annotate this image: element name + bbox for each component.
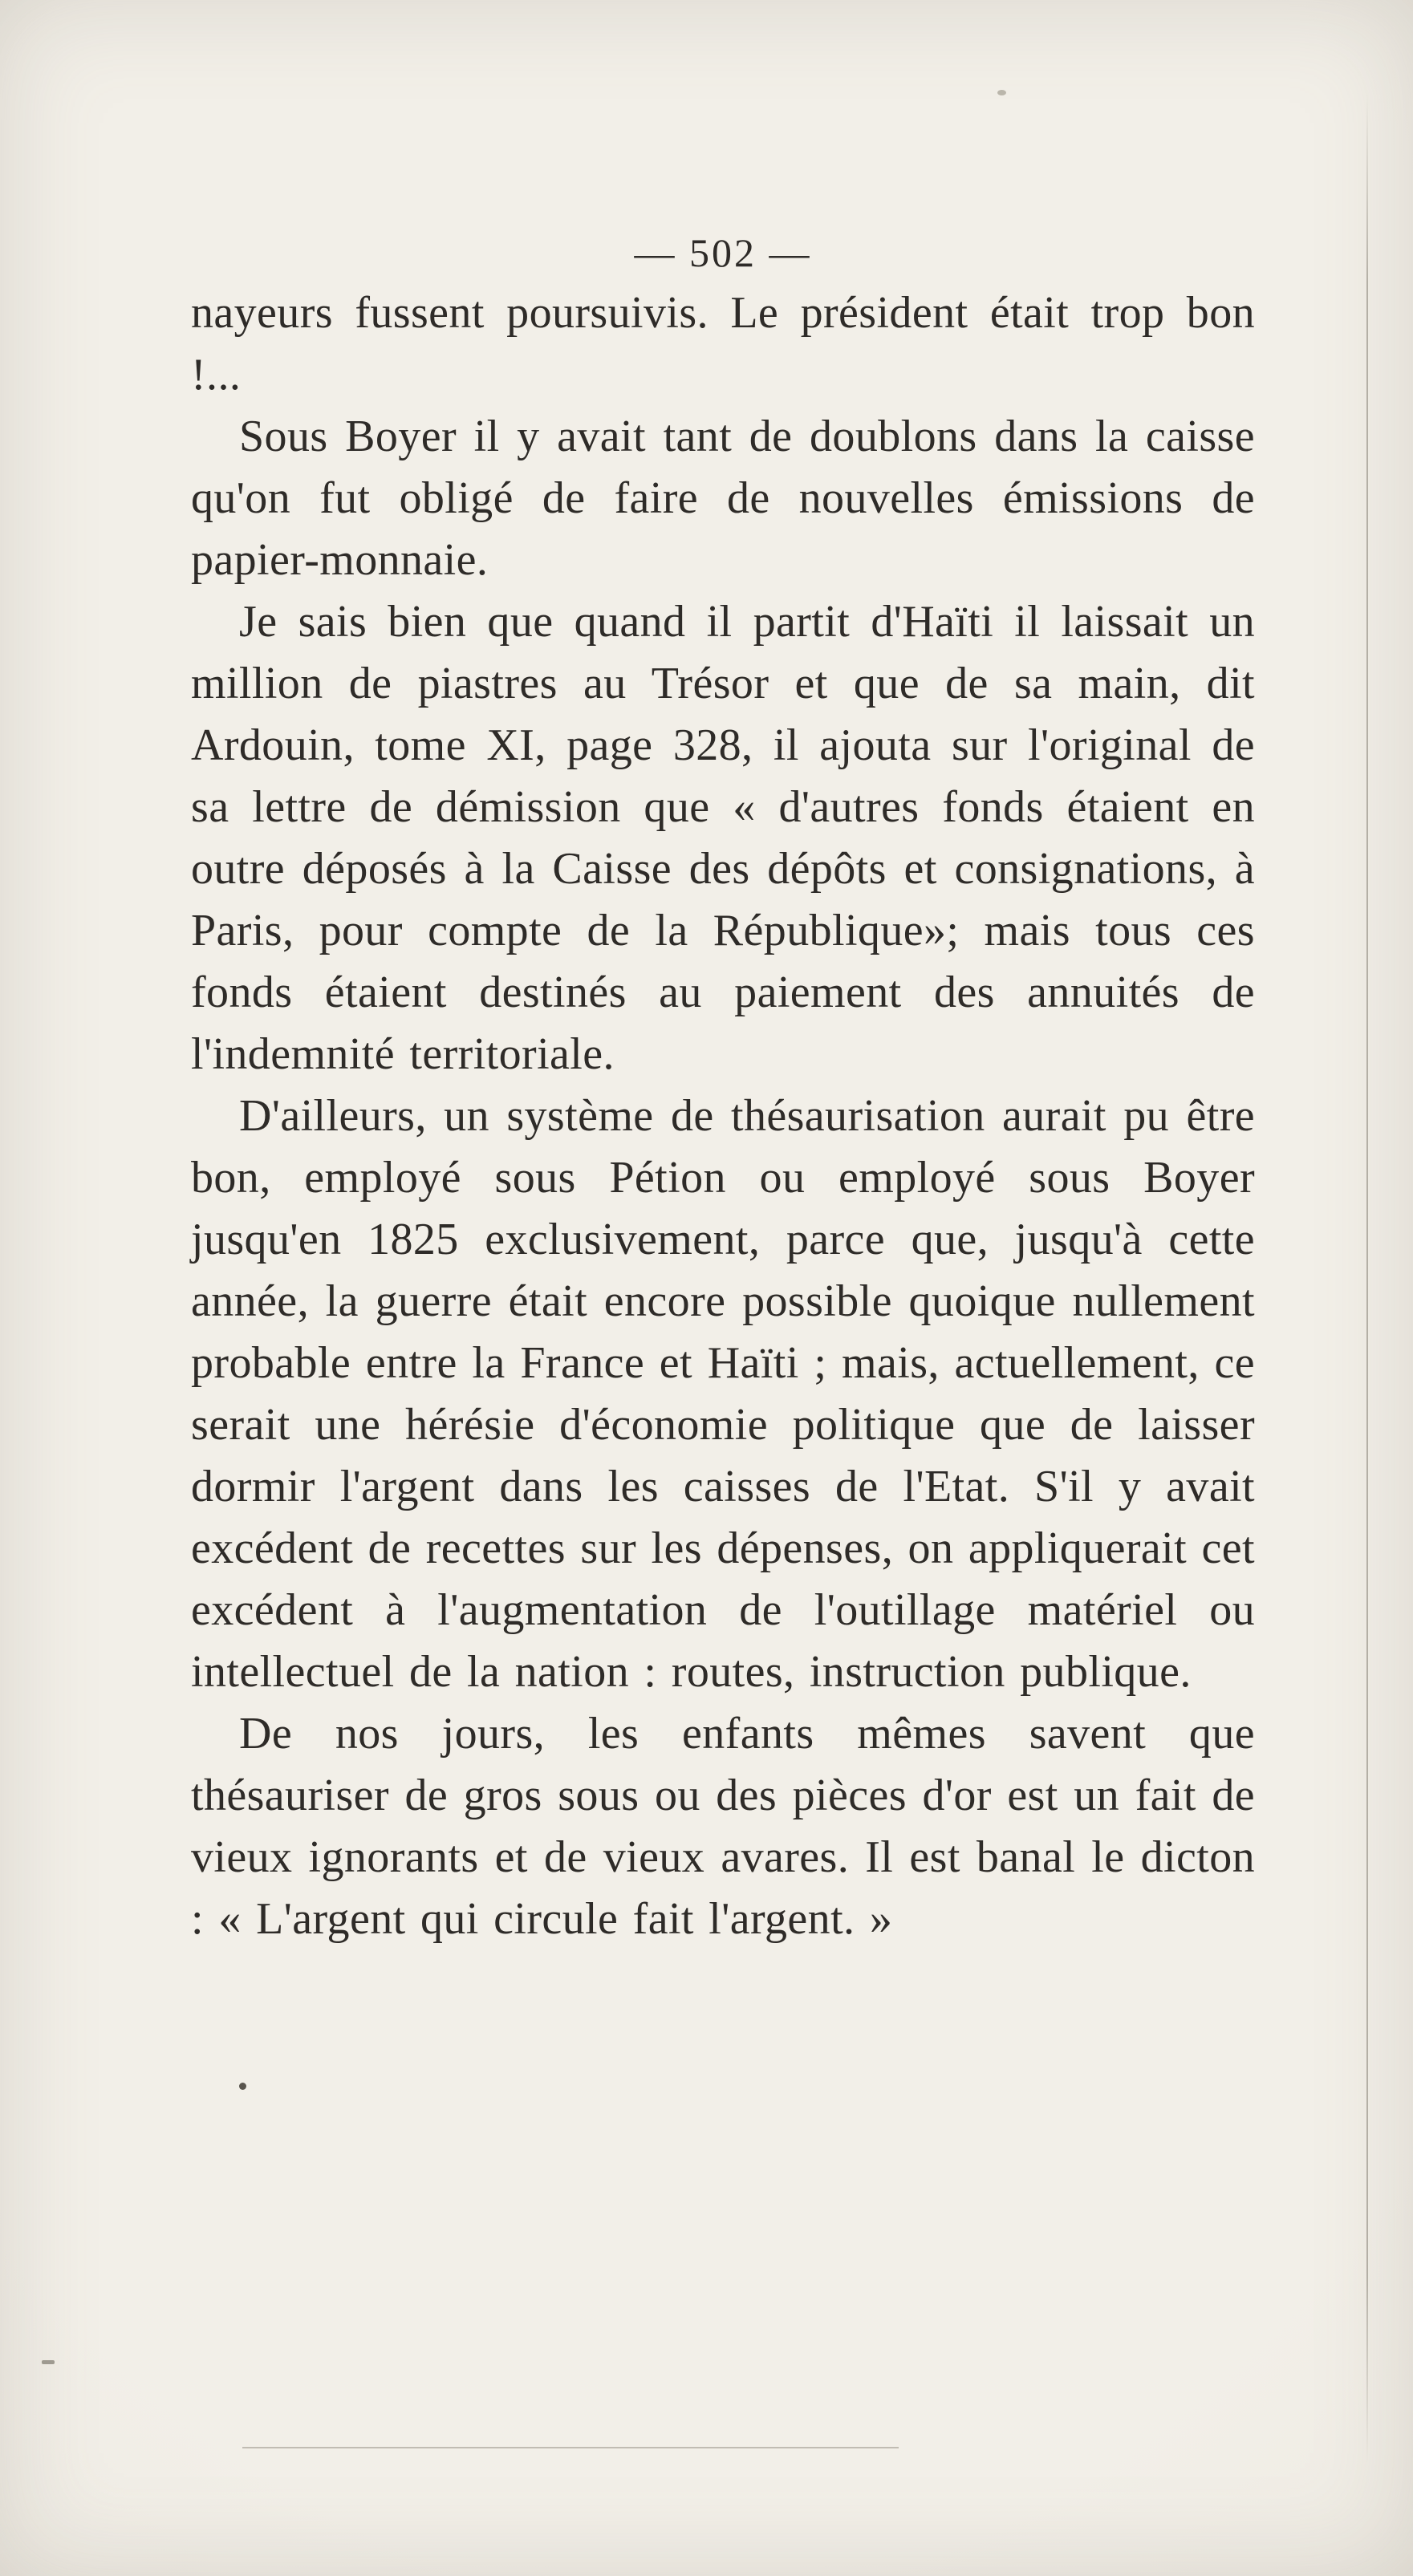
scan-speck <box>239 2083 246 2090</box>
scan-artifact-line <box>242 2447 899 2448</box>
paragraph: D'ailleurs, un système de thésaurisation aurait pu être bon, employé sous Pétion ou employé sous Boyer jusqu'en 1825 exclusivement, parce que, jusqu'à cette année, la guerre était encore possible quoique nullement probable entre la France et Haïti ; mais, actuellement, ce serait une hérésie d'économie politique que de laisser dormir l'argent dans les caisses de l'Etat. S'il y avait excédent de recettes sur les dépenses, on appliquerait cet excédent à l'augmentation de l'outillage matériel ou intellectuel de la nation : routes, instruction publique. <box>191 1091 1255 1697</box>
paragraph: Sous Boyer il y avait tant de doublons dans la caisse qu'on fut obligé de faire de nouvelles émissions de papier-monnaie. <box>191 412 1255 585</box>
scan-speck <box>997 90 1006 95</box>
paragraph: nayeurs fussent poursuivis. Le président était trop bon !... <box>191 288 1255 400</box>
page-text-block <box>191 282 1255 1950</box>
page-edge-shadow <box>1366 95 1368 2463</box>
page-number: — 502 — <box>634 230 812 275</box>
paragraph: De nos jours, les enfants mêmes savent que thésauriser de gros sous ou des pièces d'or est un fait de vieux ignorants et de vieux avares. Il est banal le dicton : « L'argent qui circule fait l'argent. » <box>191 1709 1255 1944</box>
paragraph: Je sais bien que quand il partit d'Haïti il laissait un million de piastres au Trésor et que de sa main, dit Ardouin, tome XI, page 328, il ajouta sur l'original de sa lettre de démission que « d'autres fonds étaient en outre déposés à la Caisse des dépôts et consignations, à Paris, pour compte de la République»; mais tous ces fonds étaient destinés au paiement des annuités de l'indemnité territoriale. <box>191 597 1255 1079</box>
scan-speck <box>42 2360 55 2364</box>
